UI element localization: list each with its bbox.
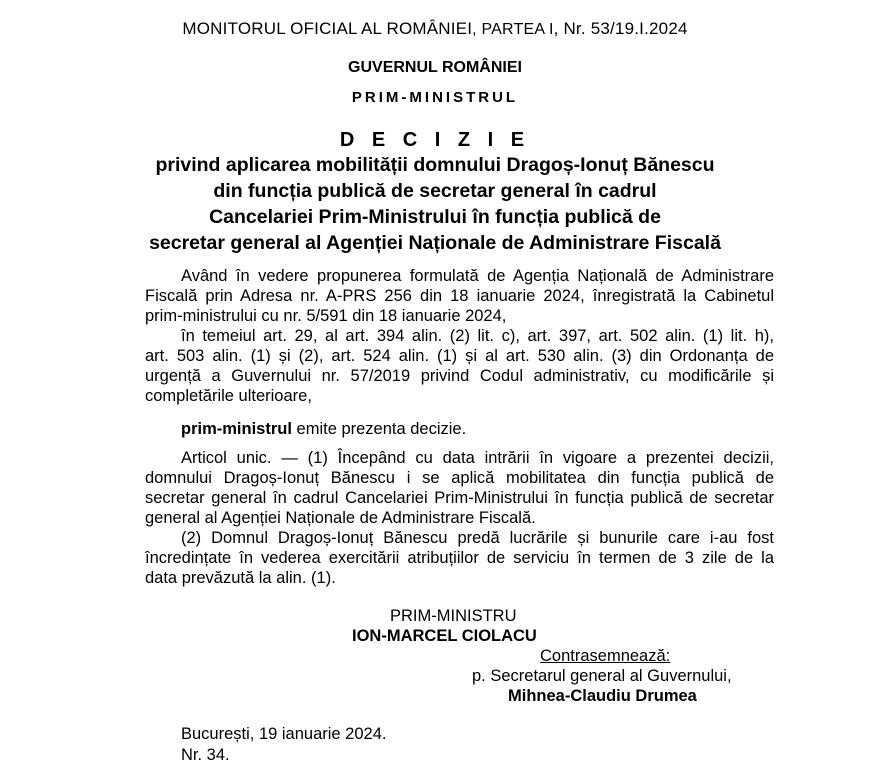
article-paragraph-1 [145, 448, 774, 528]
signatory-role: PRIM-MINISTRU [390, 607, 517, 625]
paragraph-line: în temeiul art. 29, al art. 394 alin. (2) lit. c), art. 397, art. 502 alin. (1) lit. h), [181, 327, 774, 345]
issuer-statement [181, 419, 466, 439]
paragraph-line: urgență a Guvernului nr. 57/2019 privind Codul administrativ, cu modificările și [145, 367, 774, 385]
gazette-header [0, 19, 870, 40]
paragraph-line: Fiscală prin Adresa nr. A-PRS 256 din 18 ianuarie 2024, înregistrată la Cabinetul [145, 287, 774, 305]
issuer-bold: prim-ministrul [181, 420, 292, 438]
decision-number: Nr. 34. [181, 746, 230, 764]
paragraph-line: art. 503 alin. (1) și (2), art. 524 alin. (1) și al art. 530 alin. (3) din Ordonanța de [145, 347, 774, 365]
place-date: București, 19 ianuarie 2024. [181, 725, 387, 743]
title-line-3: Cancelariei Prim-Ministrului în funcția publică de [209, 206, 661, 228]
paragraph-line: completările ulterioare, [145, 387, 312, 405]
countersign-role: p. Secretarul general al Guvernului, [472, 667, 732, 685]
title-line-1: privind aplicarea mobilității domnului Dragoș-Ionuț Bănescu [155, 154, 715, 176]
gazette-number: , Nr. 53/19.I.2024 [553, 19, 688, 38]
gazette-part: , PARTEA I [472, 21, 554, 38]
paragraph-line: Articol unic. — (1) Începând cu data intrării în vigoare a prezentei decizii, [181, 449, 774, 467]
countersign-label: Contrasemnează: [540, 647, 671, 665]
paragraph-line: prim-ministrului cu nr. 5/591 din 18 ianuarie 2024, [145, 307, 507, 325]
signatory-name: ION-MARCEL CIOLACU [352, 627, 537, 645]
preamble-paragraph-1 [145, 266, 774, 326]
paragraph-line: secretar general în cadrul Cancelariei Prim-Ministrului în funcția publică de secretar [145, 489, 774, 507]
countersign-name: Mihnea-Claudiu Drumea [508, 687, 697, 705]
preamble-paragraph-2 [145, 326, 774, 406]
paragraph-line: domnului Dragoș-Ionuț Bănescu i se aplică mobilitatea din funcția publică de [145, 469, 774, 487]
issuer-office: PRIM-MINISTRUL [351, 89, 519, 106]
title-line-4: secretar general al Agenției Naționale de Administrare Fiscală [149, 232, 721, 254]
paragraph-line: Având în vedere propunerea formulată de Agenția Națională de Administrare [181, 267, 774, 285]
article-paragraph-2 [145, 528, 774, 588]
paragraph-line: general al Agenției Naționale de Administrare Fiscală. [145, 509, 536, 527]
paragraph-line: încredințate în vederea exercitării atribuțiilor de serviciu în termen de 3 zile de la [145, 549, 774, 567]
paragraph-line: (2) Domnul Dragoș-Ionuț Bănescu predă lucrările și bunurile care i-au fost [181, 529, 774, 547]
title-line-2: din funcția publică de secretar general în cadrul [213, 180, 657, 202]
gazette-name: MONITORUL OFICIAL AL ROMÂNIEI [182, 19, 473, 38]
paragraph-line: data prevăzută la alin. (1). [145, 569, 336, 587]
issuer-rest: emite prezenta decizie. [291, 420, 467, 438]
document-type: D E C I Z I E [339, 129, 531, 151]
issuer-government: GUVERNUL ROMÂNIEI [348, 59, 522, 76]
